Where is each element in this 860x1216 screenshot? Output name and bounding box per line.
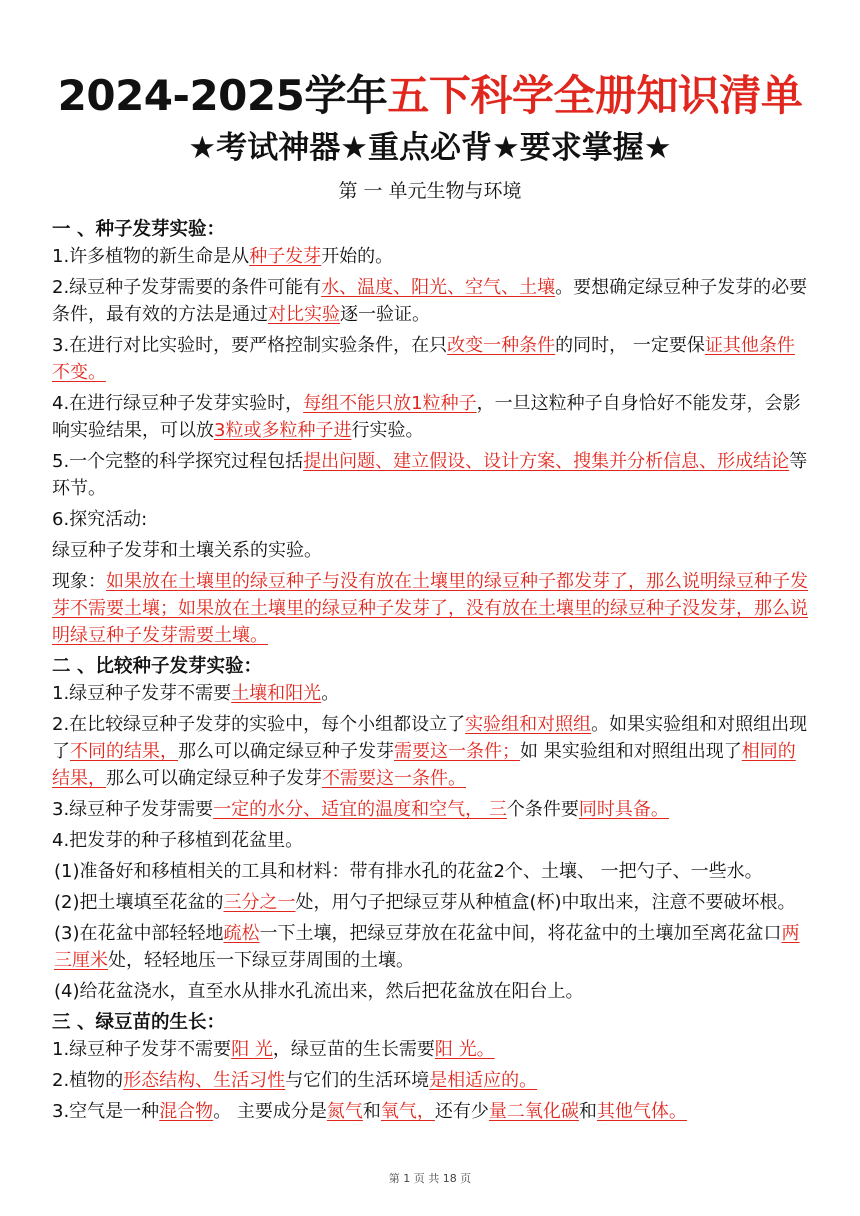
paragraph: (4)给花盆浇水，直至水从排水孔流出来，然后把花盆放在阳台上。 <box>54 981 584 1002</box>
paragraph: 绿豆种子发芽和土壤关系的实验。 <box>52 540 322 561</box>
paragraph: 1.绿豆种子发芽不需要阳 光，绿豆苗的生长需要阳 光。 <box>52 1039 495 1060</box>
paragraph: 2.在比较绿豆种子发芽的实验中，每个小组都设立了实验组和对照组。如果实验组和对照组出现了不同的结果，那么可以确定绿豆种子发芽需要这一条件；如 果实验组和对照组出现了相同的结果，那么可以确定绿豆种子发芽不需要这一条件。 <box>52 714 808 789</box>
paragraph: 3.绿豆种子发芽需要一定的水分、适宜的温度和空气， 三个条件要同时具备。 <box>52 799 669 820</box>
page-footer: 第 1 页 共 18 页 <box>388 1172 472 1185</box>
paragraph: 现象：如果放在土壤里的绿豆种子与没有放在土壤里的绿豆种子都发芽了，那么说明绿豆种子发芽不需要土壤；如果放在土壤里的绿豆种子发芽了，没有放在土壤里的绿豆种子没发芽，那么说明绿豆种子发芽需要土壤。 <box>52 571 808 646</box>
section-heading: 二 、比较种子发芽实验： <box>52 656 262 677</box>
section-heading: 三 、绿豆苗的生长： <box>52 1012 225 1033</box>
unit-heading: 第 一 单元生物与环境 <box>338 180 522 202</box>
page-subtitle: ★考试神器★重点必背★要求掌握★ <box>188 130 672 166</box>
paragraph: 4.在进行绿豆种子发芽实验时，每组不能只放1粒种子，一旦这粒种子自身恰好不能发芽，会影响实验结果，可以放3粒或多粒种子进行实验。 <box>52 393 801 441</box>
section-heading: 一 、种子发芽实验： <box>52 219 225 240</box>
title-year: 2024-2025学年 <box>57 71 388 120</box>
paragraph: 6.探究活动: <box>52 509 148 530</box>
paragraph: (1)准备好和移植相关的工具和材料：带有排水孔的花盆2个、土壤、 一把勺子、一些水。 <box>54 861 763 882</box>
paragraph: 1.许多植物的新生命是从种子发芽开始的。 <box>52 246 394 267</box>
content <box>52 212 812 1129</box>
paragraph: 2.绿豆种子发芽需要的条件可能有水、温度、阳光、空气、土壤。要想确定绿豆种子发芽的必要条件，最有效的方法是通过对比实验逐一验证。 <box>52 277 808 325</box>
paragraph: 1.绿豆种子发芽不需要土壤和阳光。 <box>52 683 340 704</box>
paragraph: 2.植物的形态结构、生活习性与它们的生活环境是相适应的。 <box>52 1070 538 1091</box>
page-title <box>0 70 860 122</box>
paragraph: 5.一个完整的科学探究过程包括提出问题、建立假设、设计方案、搜集并分析信息、形成结论等环节。 <box>52 451 808 499</box>
paragraph: (3)在花盆中部轻轻地疏松一下土壤，把绿豆芽放在花盆中间，将花盆中的土壤加至离花盆口两三厘米处，轻轻地压一下绿豆芽周围的土壤。 <box>54 923 800 971</box>
paragraph: 3.空气是一种混合物。 主要成分是氮气和氧气，还有少量二氧化碳和其他气体。 <box>52 1101 687 1122</box>
paragraph: 4.把发芽的种子移植到花盆里。 <box>52 830 304 851</box>
title-red: 五下科学全册知识清单 <box>387 71 803 120</box>
paragraph: 3.在进行对比实验时，要严格控制实验条件，在只改变一种条件的同时， 一定要保证其他条件不变。 <box>52 335 795 383</box>
paragraph: (2)把土壤填至花盆的三分之一处，用勺子把绿豆芽从种植盒(杯)中取出来，注意不要破坏根。 <box>54 892 796 913</box>
